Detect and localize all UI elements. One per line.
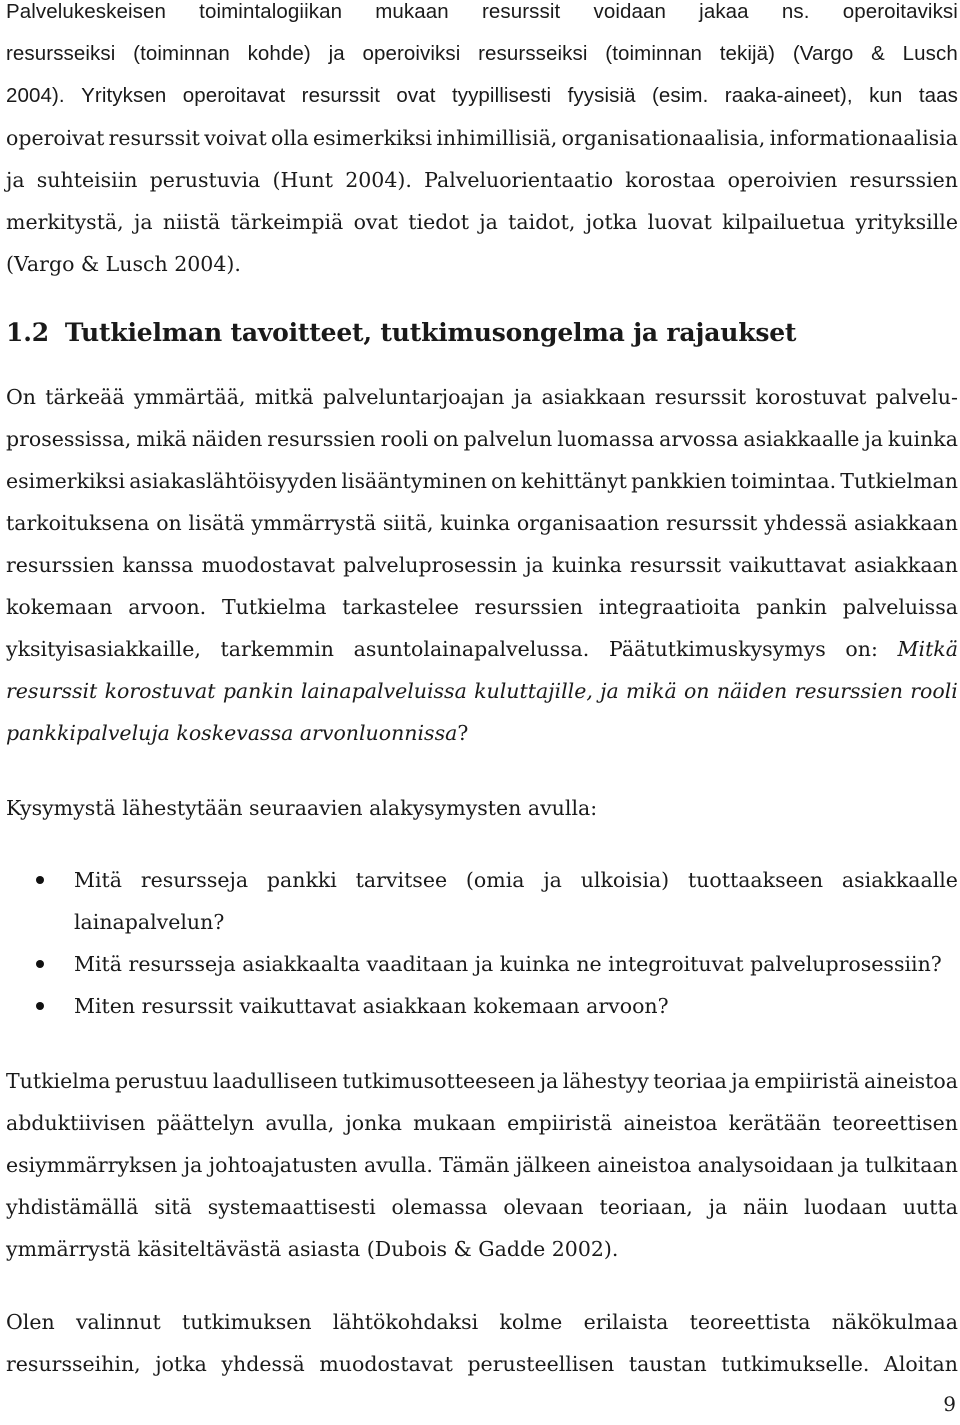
word: esiymmärryksen [6, 1153, 178, 1177]
word: resursseja [140, 868, 249, 892]
word: kuinka [887, 427, 958, 451]
text-line [6, 1144, 958, 1186]
word: prosessissa, [6, 427, 132, 451]
word: arvoon. [128, 595, 207, 619]
text-line [6, 1343, 958, 1385]
section-title: Tutkielman tavoitteet, tutkimusongelma ja rajaukset [64, 318, 797, 347]
word: resurssit [654, 385, 747, 409]
word: lähestyy [562, 1069, 649, 1093]
text-line [6, 33, 958, 75]
word: päättelyn [156, 1111, 255, 1135]
word: kohde) [247, 42, 311, 65]
word: teoreettisen [832, 1111, 958, 1135]
word: taidot, [508, 210, 576, 234]
text-line [6, 544, 958, 586]
text-line [6, 1186, 958, 1228]
word: ja [600, 679, 619, 703]
word: perustuu [114, 1069, 209, 1093]
word: kehittänyt [520, 469, 627, 493]
word: tarvitsee [355, 868, 448, 892]
word: resurssien [794, 679, 903, 703]
word: inhimillisiä, [436, 126, 558, 150]
word: ns. [781, 0, 810, 23]
word: raaka-aineet), [724, 84, 853, 107]
word: aineistoa [597, 1153, 692, 1177]
word: palvelu- [875, 385, 958, 409]
word: aineistoa [863, 1069, 958, 1093]
word: Päätutkimuskysymys [608, 637, 826, 661]
text-line [6, 159, 958, 201]
word: (omia [465, 868, 525, 892]
word: operoivien [727, 168, 838, 192]
word: ja [840, 1153, 859, 1177]
word: resurssit [481, 0, 561, 23]
word: fyysisiä [567, 84, 636, 107]
word: palveluntarjoajan [322, 385, 505, 409]
text-line [6, 117, 958, 159]
word: tutkimukselle. [721, 1352, 870, 1376]
list-item [0, 985, 958, 1027]
word: jonka [345, 1111, 402, 1135]
word: resurssien [6, 553, 115, 577]
word: jälkeen [515, 1153, 591, 1177]
word: empiiristä [507, 1111, 613, 1135]
word: luomassa [557, 427, 655, 451]
text-line [6, 376, 958, 418]
word: on [683, 679, 710, 703]
word: näin [743, 1195, 789, 1219]
word: ja [864, 427, 883, 451]
word: integraatioita [598, 595, 741, 619]
word: asiakkaalle [841, 868, 958, 892]
word: resursseiksi [6, 42, 116, 65]
word: yhdessä [221, 1352, 305, 1376]
word: kokemaan [6, 595, 113, 619]
word: resurssien [849, 168, 958, 192]
word: ja [708, 1195, 728, 1219]
word: resurssien [267, 427, 376, 451]
word: muodostavat [319, 1352, 453, 1376]
word: ja [183, 1153, 203, 1177]
word: tarkastelee [342, 595, 459, 619]
text-line [6, 1301, 958, 1343]
word: näiden [716, 679, 788, 703]
word: analysoidaan [697, 1153, 834, 1177]
word: taas [918, 84, 958, 107]
text-line [6, 418, 958, 460]
word: On [6, 385, 37, 409]
word: 2004). [345, 168, 412, 192]
word: mikä [626, 679, 677, 703]
word: palveluissa [842, 595, 958, 619]
word: näkökulmaa [831, 1310, 958, 1334]
word: informationaalisia [769, 126, 958, 150]
word: Palveluorientaatio [424, 168, 614, 192]
word: jotka [155, 1352, 207, 1376]
word: yhdistämällä [6, 1195, 139, 1219]
word: mukaan [413, 1111, 496, 1135]
paragraph-method [6, 1060, 958, 1270]
list-item [0, 943, 958, 985]
word: organisationaalisia, [561, 126, 766, 150]
word: asiakaslähtöisyyden [129, 469, 338, 493]
word: on: [845, 637, 878, 661]
text-line: Mitä resursseja asiakkaalta vaaditaan ja kuinka ne integroituvat palveluprosessiin? [74, 952, 942, 976]
word: valinnut [75, 1310, 161, 1334]
word: merkitystä, [6, 210, 124, 234]
word: kolme [499, 1310, 563, 1334]
word: sitä [154, 1195, 192, 1219]
word: tulkitaan [865, 1153, 958, 1177]
word: ja [543, 868, 562, 892]
word: kanssa [122, 553, 194, 577]
text-line [6, 1060, 958, 1102]
word: rooli [910, 679, 958, 703]
section-heading [6, 318, 796, 347]
word: erilaista [583, 1310, 669, 1334]
word: Lusch [902, 42, 958, 65]
word: aineistoa [623, 1111, 718, 1135]
word: ja [525, 553, 544, 577]
word: Tutkielma [221, 595, 327, 619]
word: ja [328, 42, 345, 65]
word: mikä [136, 427, 187, 451]
word: toimintaa. [730, 469, 837, 493]
word: Tutkielman [840, 469, 958, 493]
word: Mitä [74, 868, 123, 892]
word: Tämän [439, 1153, 510, 1177]
word: (toiminnan [605, 42, 702, 65]
word: teoriaan, [599, 1195, 693, 1219]
word: teoreettista [689, 1310, 811, 1334]
word: (Hunt [272, 168, 333, 192]
word: avulla. [363, 1153, 433, 1177]
word: kuluttajille, [474, 679, 593, 703]
word: systemaattisesti [207, 1195, 376, 1219]
paragraph-intro-cont [6, 117, 958, 285]
question-mark: ? [457, 721, 469, 745]
word: olemassa [391, 1195, 488, 1219]
word: (Vargo [792, 42, 854, 65]
paragraph-perspectives [6, 1301, 958, 1385]
word: muodostavat [201, 553, 336, 577]
word: asiakkaan [541, 385, 646, 409]
word: jotka [585, 210, 638, 234]
word: ovat [396, 84, 436, 107]
word: olla [271, 126, 309, 150]
word: kuinka [551, 553, 622, 577]
word: perustuvia [149, 168, 261, 192]
word: ja [539, 1069, 559, 1093]
paragraph-subquestions-intro [6, 787, 958, 829]
text-line [6, 75, 958, 117]
word: korostaa [625, 168, 716, 192]
word: lainapalveluissa [300, 679, 467, 703]
text-line [6, 1102, 958, 1144]
word: on [491, 469, 517, 493]
word: vaikuttavat [729, 553, 846, 577]
word: palveluprosessin [343, 553, 518, 577]
word: esimerkiksi [312, 126, 433, 150]
word: tutkimusotteeseen [342, 1069, 536, 1093]
word: tiedot [408, 210, 469, 234]
word: ja [6, 168, 25, 192]
bullet-icon [36, 1002, 44, 1010]
word: ulkoisia) [580, 868, 670, 892]
word: pankin [222, 679, 294, 703]
word: johtoajatusten [208, 1153, 358, 1177]
word: näiden [191, 427, 263, 451]
word: taustan [628, 1352, 707, 1376]
word: tuottaakseen [687, 868, 824, 892]
word: empiiristä [754, 1069, 860, 1093]
word: arvossa [659, 427, 739, 451]
word: mukaan [375, 0, 449, 23]
word: on [156, 511, 182, 535]
word: kilpailuetua [722, 210, 846, 234]
word: tarkoituksena [6, 511, 150, 535]
word: 2004). [6, 84, 65, 107]
word: ja [513, 385, 533, 409]
word: (esim. [652, 84, 709, 107]
word: resurssit [629, 553, 722, 577]
word: suhteisiin [36, 168, 138, 192]
word: voidaan [593, 0, 666, 23]
word: ymmärtää, [133, 385, 246, 409]
word: asiakkaan [853, 511, 958, 535]
text-line: Miten resurssit vaikuttavat asiakkaan kokemaan arvoon? [74, 994, 669, 1018]
paragraph-intro [6, 0, 958, 117]
word: ja [479, 210, 498, 234]
word: resurssit [666, 511, 758, 535]
word: perusteellisen [467, 1352, 615, 1376]
word: lisääntyminen [341, 469, 487, 493]
word: pankin [756, 595, 827, 619]
word: resurssit [6, 679, 98, 703]
text-line [74, 859, 958, 901]
word: operoiviksi [362, 42, 461, 65]
word: kun [869, 84, 903, 107]
word: voivat [204, 126, 267, 150]
word: pankkien [631, 469, 727, 493]
word: uutta [902, 1195, 958, 1219]
word: avulla, [265, 1111, 335, 1135]
word: pankki [266, 868, 337, 892]
paragraph-goals [6, 376, 958, 754]
word: abduktiivisen [6, 1111, 146, 1135]
word: Yrityksen [81, 84, 167, 107]
word: yrityksille [855, 210, 958, 234]
word: asiakkaan [853, 553, 958, 577]
word: laadulliseen [212, 1069, 338, 1093]
word: tärkeää [45, 385, 125, 409]
word: teoriaa [653, 1069, 727, 1093]
word: resursseihin, [6, 1352, 141, 1376]
word: tärkeimpiä [230, 210, 344, 234]
text-line [6, 502, 958, 544]
word: operoitavat [182, 84, 286, 107]
text-line [6, 628, 958, 670]
text-line-last: (Vargo & Lusch 2004). [6, 252, 241, 276]
page-number: 9 [943, 1392, 956, 1416]
word: Palvelukeskeisen [6, 0, 166, 23]
word: palvelun [463, 427, 553, 451]
text-line: lainapalvelun? [74, 910, 225, 934]
word: Olen [6, 1310, 55, 1334]
word: (toiminnan [133, 42, 230, 65]
word: tekijä) [719, 42, 776, 65]
word: Mitkä [897, 637, 958, 661]
word: asuntolainapalvelussa. [353, 637, 590, 661]
word: tutkimuksen [181, 1310, 312, 1334]
word: kerätään [728, 1111, 822, 1135]
word: operoitaviksi [842, 0, 958, 23]
research-question-end: pankkipalveluja koskevassa arvonluonnissa [6, 721, 458, 745]
word: resurssit [301, 84, 380, 107]
word: Aloitan [884, 1352, 958, 1376]
word: resursseiksi [478, 42, 588, 65]
word: ja [134, 210, 153, 234]
word: esimerkiksi [6, 469, 126, 493]
word: niistä [162, 210, 221, 234]
word: olevaan [503, 1195, 584, 1219]
text-line-italic [6, 670, 958, 712]
word: toimintalogiikan [199, 0, 343, 23]
bullet-icon [36, 960, 44, 968]
word: yksityisasiakkaille, [6, 637, 201, 661]
text-line [6, 201, 958, 243]
text-line [6, 0, 958, 33]
word: operoivat [6, 126, 105, 150]
word: yhdessä [764, 511, 848, 535]
list-item [0, 859, 958, 943]
word: luodaan [804, 1195, 887, 1219]
word: tyypillisesti [451, 84, 552, 107]
word: asiakkaalle [743, 427, 860, 451]
text-line: Kysymystä lähestytään seuraavien alakysymysten avulla: [6, 796, 598, 820]
word: lähtökohdaksi [332, 1310, 479, 1334]
word: kuinka [440, 511, 511, 535]
section-number: 1.2 [6, 318, 49, 347]
word: luovat [647, 210, 712, 234]
word: on [433, 427, 459, 451]
word: korostuvat [755, 385, 867, 409]
word: ja [731, 1069, 750, 1093]
word: ymmärrystä [251, 511, 377, 535]
word: mitkä [254, 385, 314, 409]
word: organisaation [516, 511, 660, 535]
word: jakaa [699, 0, 749, 23]
word: tarkemmin [220, 637, 334, 661]
word: & [871, 42, 885, 65]
word: Tutkielma [6, 1069, 111, 1093]
text-line [6, 460, 958, 502]
subquestion-list [0, 859, 958, 1027]
word: siitä, [382, 511, 434, 535]
word: lisätä [188, 511, 245, 535]
text-line-last [6, 712, 958, 754]
word: ovat [353, 210, 398, 234]
text-line-last: ymmärrystä käsiteltävästä asiasta (Dubois & Gadde 2002). [6, 1237, 619, 1261]
word: resurssien [474, 595, 584, 619]
text-line [6, 586, 958, 628]
bullet-icon [36, 876, 44, 884]
word: rooli [380, 427, 429, 451]
word: resurssit [108, 126, 200, 150]
word: korostuvat [104, 679, 216, 703]
